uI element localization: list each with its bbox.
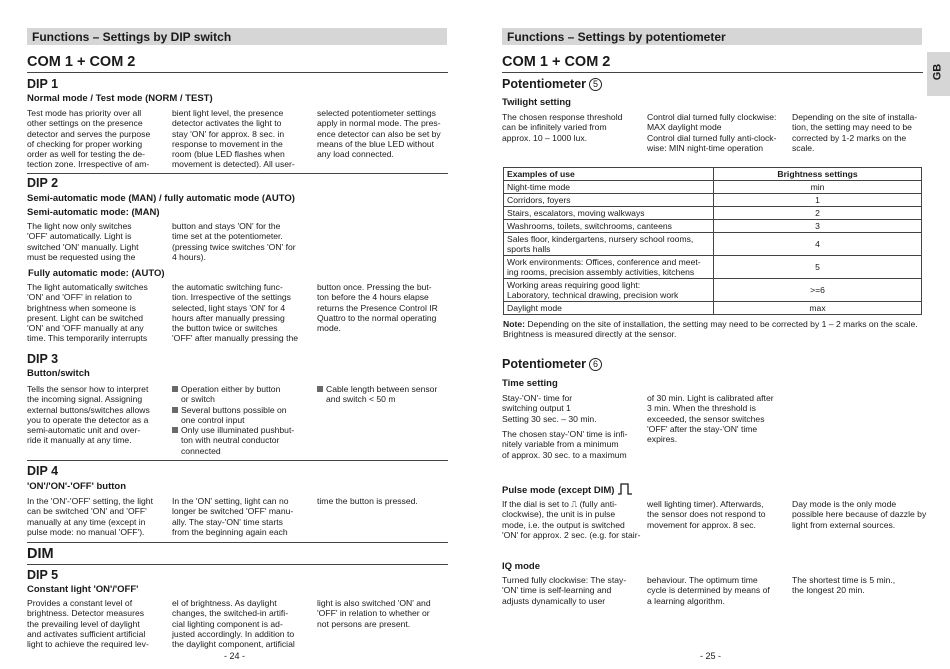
- dip4-col3: time the button is pressed.: [317, 496, 418, 506]
- page-number-left: - 24 -: [224, 651, 246, 661]
- dip3-subtitle: Button/switch: [27, 368, 90, 379]
- table-cell: 5: [714, 256, 922, 279]
- table-cell: 2: [714, 207, 922, 220]
- section-title-left: Functions – Settings by DIP switch: [27, 28, 447, 45]
- language-tab-label: GB: [931, 63, 944, 81]
- table-header: Examples of use: [504, 168, 714, 181]
- table-header: Brightness settings: [714, 168, 922, 181]
- semi-auto-col1: The light now only switches 'OFF' automatically. Light is switched 'ON' manually. Light must be requested using the: [27, 221, 139, 262]
- fully-auto-col2: the automatic switching func- tion. Irrespective of the settings selected, light stays 'ON' for 4 hours after manually pressing the button twice or switches 'OFF' after manually pressing the: [172, 282, 299, 344]
- dip1-col1: Test mode has priority over all other settings on the presence detector and serves the purpose of checking for proper working order as well for testing the de- tection zone. Irrespective of am-: [27, 108, 151, 170]
- table-cell: 3: [714, 220, 922, 233]
- pot6-title: [502, 357, 602, 371]
- divider: [27, 542, 448, 543]
- table-cell: Corridors, foyers: [504, 194, 714, 207]
- divider: [502, 72, 923, 73]
- time-setting-title: Time setting: [502, 378, 558, 389]
- pulse-col3: Day mode is the only mode possible here because of dazzle by light from external sources.: [792, 499, 927, 530]
- section-title-right: Functions – Settings by potentiometer: [502, 28, 922, 45]
- pot5-number-badge: 5: [589, 78, 602, 91]
- table-row: [504, 181, 922, 194]
- pulse-symbol-icon: [617, 483, 633, 495]
- dip4-col1: In the 'ON'-'OFF' setting, the light can be switched 'ON' and 'OFF' manually at any time (except in pulse mode: no manual 'OFF').: [27, 496, 153, 537]
- dip3-title: DIP 3: [27, 352, 59, 366]
- dip1-col2: bient light level, the presence detector activates the light to stay 'ON' for approx. 8 sec. in response to movement in the room (blue LED flashes when movement is detected). All user-: [172, 108, 295, 170]
- pot6-title-text: Potentiometer: [502, 357, 587, 371]
- table-row: [504, 233, 922, 256]
- fully-auto-col3: button once. Pressing the but- ton before the 4 hours elapse returns the Presence Control IR Quattro to the normal operating mode.: [317, 282, 438, 334]
- table-cell: Washrooms, toilets, switchrooms, canteens: [504, 220, 714, 233]
- time-col2: of 30 min. Light is calibrated after 3 min. When the threshold is exceeded, the sensor switches 'OFF' after the stay-'ON' time expires.: [647, 393, 774, 445]
- pot5-title-text: Potentiometer: [502, 77, 587, 91]
- table-cell: Sales floor, kindergartens, nursery school rooms, sports halls: [504, 233, 714, 256]
- brightness-table: [503, 167, 922, 315]
- dip3-bullet-list-a: [172, 384, 312, 456]
- table-cell: max: [714, 302, 922, 315]
- table-cell: >=6: [714, 279, 922, 302]
- iq-col1: Turned fully clockwise: The stay- 'ON' time is self-learning and adjusts dynamically to user: [502, 575, 627, 606]
- dip1-title: DIP 1: [27, 77, 59, 91]
- dip2-subtitle: Semi-automatic mode (MAN) / fully automatic mode (AUTO): [27, 193, 295, 204]
- bullet-item: Operation either by button or switch: [172, 384, 312, 405]
- pot5-title: [502, 77, 602, 91]
- table-row: [504, 220, 922, 233]
- table-row: [504, 207, 922, 220]
- twilight-col3: Depending on the site of installa- tion, the setting may need to be corrected by 1-2 marks on the scale.: [792, 112, 918, 153]
- dip4-subtitle: 'ON'/'ON'-'OFF' button: [27, 481, 127, 492]
- table-note: [503, 319, 923, 340]
- iq-col3: The shortest time is 5 min., the longest 20 min.: [792, 575, 896, 596]
- heading-com-right: COM 1 + COM 2: [502, 54, 611, 70]
- table-row: [504, 302, 922, 315]
- divider: [27, 564, 448, 565]
- dip5-title: DIP 5: [27, 568, 59, 582]
- dip3-col1: Tells the sensor how to interpret the incoming signal. Assigning external buttons/switches allows you to operate the detector as a semi-automatic unit and over- ride it manually at any time.: [27, 384, 150, 446]
- semi-auto-title: Semi-automatic mode: (MAN): [27, 207, 160, 218]
- fully-auto-col1: The light automatically switches 'ON' and 'OFF' in relation to brightness when someone is present. Light can be switched 'ON' and 'OFF manually at any time. This temporarily interrupts: [27, 282, 148, 344]
- twilight-col2: Control dial turned fully clockwise: MAX daylight mode Control dial turned fully anti-clock- wise: MIN night-time operation: [647, 112, 777, 153]
- time-col1a: Stay-'ON'- time for switching output 1 Setting 30 sec. – 30 min.: [502, 393, 597, 424]
- time-col1b: The chosen stay-'ON' time is infi- nitely variable from a minimum of approx. 30 sec. to a maximum: [502, 429, 628, 460]
- bullet-item: Several buttons possible on one control input: [172, 405, 312, 426]
- table-row: [504, 256, 922, 279]
- dip4-col2: In the 'ON' setting, light can no longer be switched 'OFF' manu- ally. The stay-'ON' time starts from the beginning again each: [172, 496, 294, 537]
- pulse-mode-title: [502, 483, 633, 496]
- table-cell: Stairs, escalators, moving walkways: [504, 207, 714, 220]
- dip3-bullet-list-b: [317, 384, 452, 405]
- dip5-col3: light is also switched 'ON' and 'OFF' in relation to whether or not persons are present.: [317, 598, 431, 629]
- iq-mode-title: IQ mode: [502, 561, 541, 572]
- pulse-col1: If the dial is set to ⎍ (fully anti- clockwise), the unit is in pulse mode, i.e. the output is switched 'ON' for approx. 2 sec. (e.g. for stair-: [502, 499, 641, 540]
- table-cell: Night-time mode: [504, 181, 714, 194]
- divider: [27, 173, 448, 174]
- pot6-number-badge: 6: [589, 358, 602, 371]
- dip5-col1: Provides a constant level of brightness. Detector measures the prevailing level of daylight and activates sufficient artificial light to achieve the required lev-: [27, 598, 149, 650]
- bullet-item: Cable length between sensor and switch < 50 m: [317, 384, 452, 405]
- table-row: [504, 194, 922, 207]
- twilight-title: Twilight setting: [502, 97, 571, 108]
- bullet-item: Only use illuminated pushbut- ton with neutral conductor connected: [172, 425, 312, 456]
- table-cell: 1: [714, 194, 922, 207]
- dim-heading: DIM: [27, 546, 54, 562]
- twilight-col1: The chosen response threshold can be infinitely varied from approx. 10 – 1000 lux.: [502, 112, 623, 143]
- dip2-title: DIP 2: [27, 176, 59, 190]
- table-header-row: [504, 168, 922, 181]
- heading-com-left: COM 1 + COM 2: [27, 54, 136, 70]
- dip5-col2: el of brightness. As daylight changes, the switched-in artifi- cial lighting component is ad- justed accordingly. In addition to the daylight component, artificial: [172, 598, 295, 650]
- table-cell: Daylight mode: [504, 302, 714, 315]
- table-cell: Work environments: Offices, conference and meet- ing rooms, precision assembly activities, kitchens: [504, 256, 714, 279]
- table-cell: min: [714, 181, 922, 194]
- fully-auto-title: Fully automatic mode: (AUTO): [28, 268, 165, 279]
- language-tab: [927, 52, 950, 96]
- dip1-subtitle: Normal mode / Test mode (NORM / TEST): [27, 93, 213, 104]
- note-label: Note:: [503, 319, 525, 329]
- table-cell: Working areas requiring good light: Laboratory, technical drawing, precision work: [504, 279, 714, 302]
- divider: [27, 460, 448, 461]
- pulse-mode-title-text: Pulse mode (except DIM): [502, 485, 615, 496]
- iq-col2: behaviour. The optimum time cycle is determined by means of a learning algorithm.: [647, 575, 770, 606]
- dip1-col3: selected potentiometer settings apply in normal mode. The pres- ence detector can also be set by means of the blue LED without any load connected.: [317, 108, 441, 160]
- table-row: [504, 279, 922, 302]
- dip4-title: DIP 4: [27, 464, 59, 478]
- dip5-subtitle: Constant light 'ON'/'OFF': [27, 584, 139, 595]
- pulse-col2: well lighting timer). Afterwards, the sensor does not respond to movement for approx. 8 sec.: [647, 499, 766, 530]
- divider: [27, 72, 448, 73]
- semi-auto-col2: button and stays 'ON' for the time set at the potentiometer. (pressing twice switches 'ON' for 4 hours).: [172, 221, 296, 262]
- note-text: Depending on the site of installation, the setting may need to be corrected by 1 – 2 marks on the scale. Brightness is measured directly at the sensor.: [503, 319, 918, 340]
- page-number-right: - 25 -: [700, 651, 722, 661]
- table-cell: 4: [714, 233, 922, 256]
